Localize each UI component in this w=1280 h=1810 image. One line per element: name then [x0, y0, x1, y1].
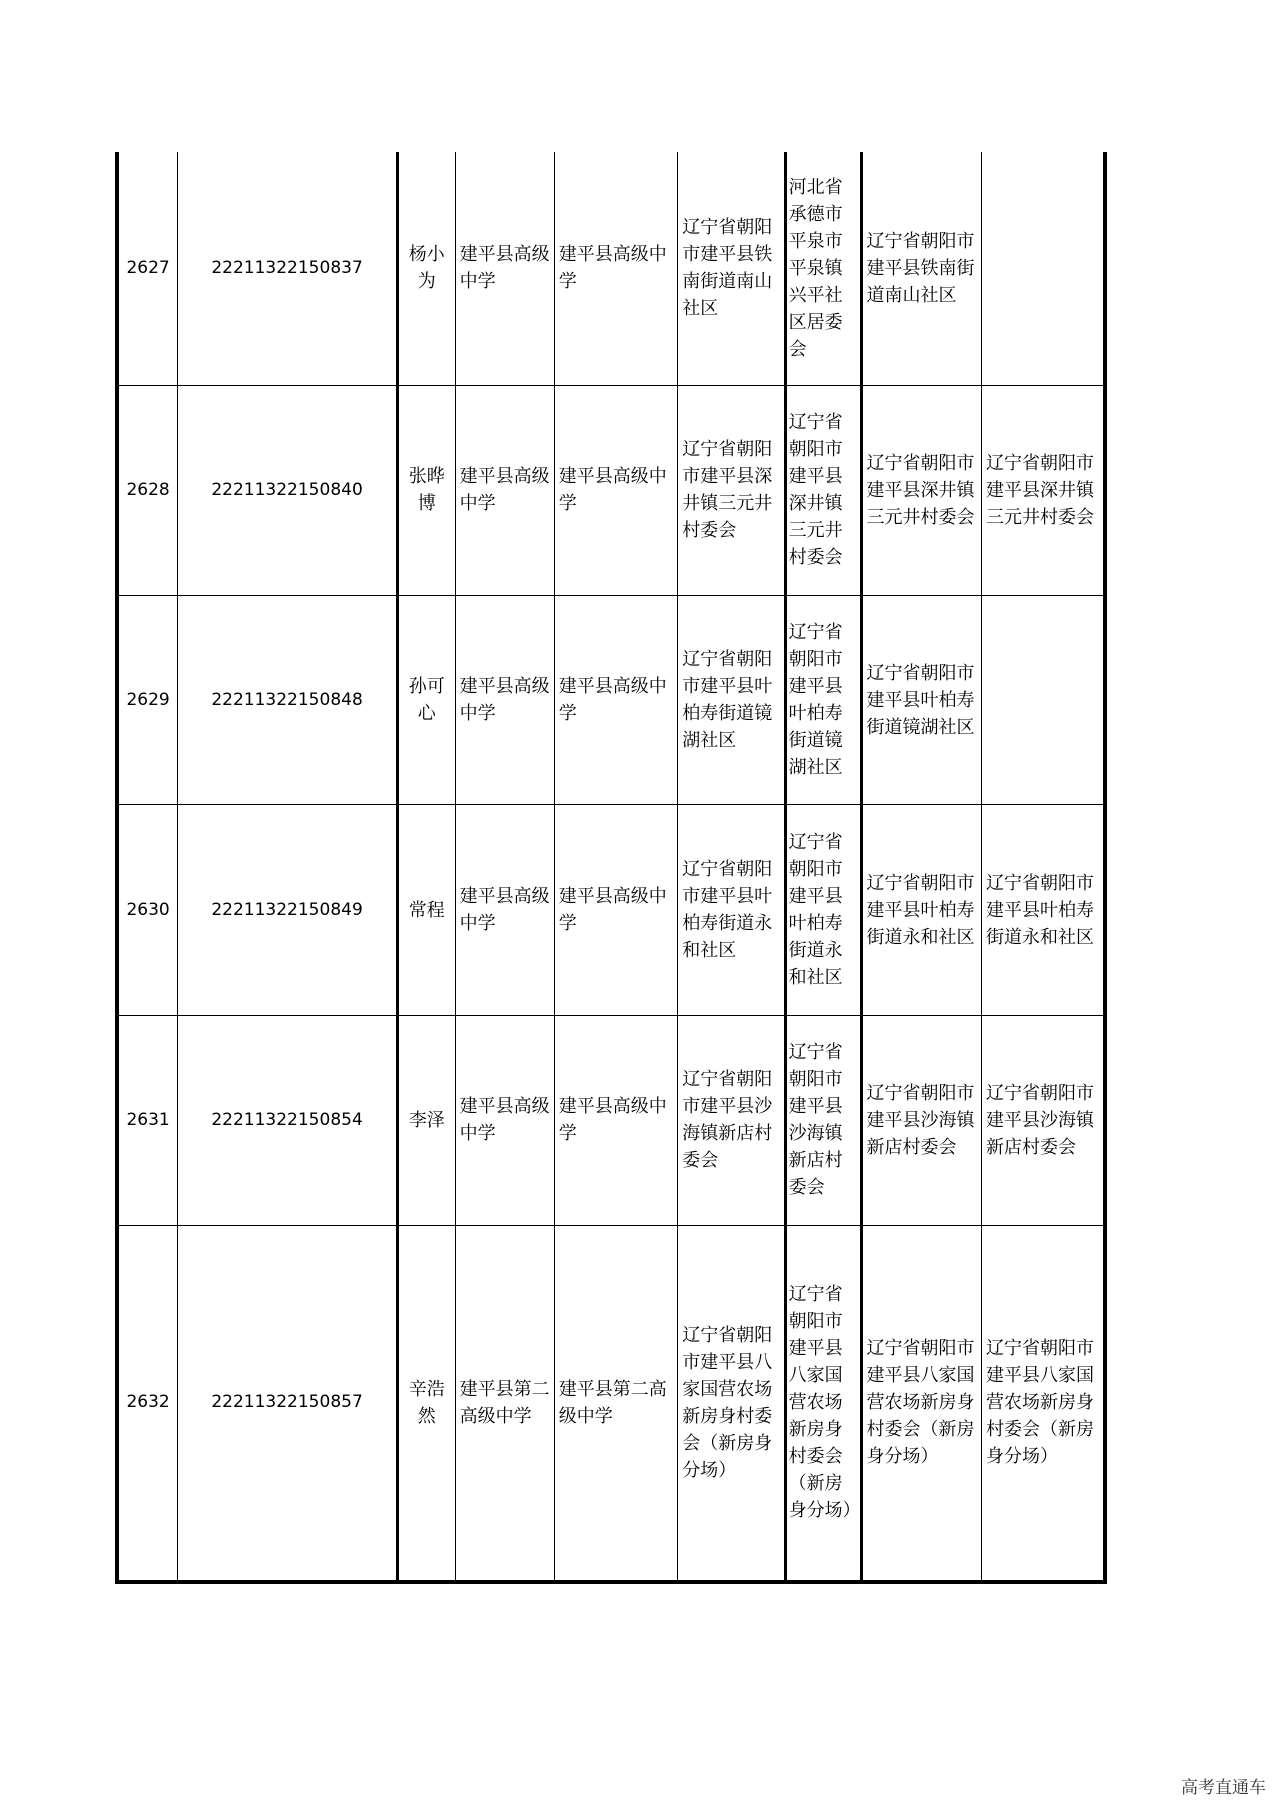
guardian-residence-cell: 辽宁省朝阳市建平县沙海镇新店村委会 [981, 1015, 1105, 1225]
guardian-residence-cell: 辽宁省朝阳市建平县叶柏寿街道永和社区 [981, 805, 1105, 1015]
row-seq-cell: 2631 [117, 1015, 178, 1225]
row-seq-cell: 2632 [117, 1225, 178, 1582]
household-register-cell: 辽宁省朝阳市建平县八家国营农场新房身村委会（新房身分场） [678, 1225, 785, 1582]
school-cell: 建平县高级中学 [455, 596, 554, 805]
watermark-text: 高考直通车 [1181, 1778, 1266, 1798]
school-cell: 建平县高级中学 [455, 152, 554, 385]
row-seq-cell: 2627 [117, 152, 178, 385]
household-register-cell: 辽宁省朝阳市建平县沙海镇新店村委会 [678, 1015, 785, 1225]
household-origin-cell: 辽宁省朝阳市建平县八家国营农场新房身村委会（新房身分场） [785, 1225, 861, 1582]
student-name-cell: 孙可心 [397, 596, 455, 805]
household-origin-cell: 辽宁省朝阳市建平县沙海镇新店村委会 [785, 1015, 861, 1225]
student-name-cell: 李泽 [397, 1015, 455, 1225]
school-cell: 建平县高级中学 [455, 805, 554, 1015]
row-seq-cell: 2629 [117, 596, 178, 805]
exam-id-cell: 22211322150857 [178, 1225, 398, 1582]
school-cell: 建平县第二高级中学 [455, 1225, 554, 1582]
exam-id-cell: 22211322150849 [178, 805, 398, 1015]
guardian-residence-cell: 辽宁省朝阳市建平县深井镇三元井村委会 [981, 385, 1105, 595]
household-register-cell: 辽宁省朝阳市建平县叶柏寿街道永和社区 [678, 805, 785, 1015]
residence-cell: 辽宁省朝阳市建平县深井镇三元井村委会 [861, 385, 981, 595]
student-name-cell: 常程 [397, 805, 455, 1015]
guardian-residence-cell: 辽宁省朝阳市建平县八家国营农场新房身村委会（新房身分场） [981, 1225, 1105, 1582]
school-cell: 建平县高级中学 [455, 385, 554, 595]
graduating-school-cell: 建平县高级中学 [554, 805, 678, 1015]
table-row [117, 1225, 1105, 1582]
table-row [117, 1015, 1105, 1225]
guardian-residence-cell [981, 152, 1105, 385]
exam-id-cell: 22211322150848 [178, 596, 398, 805]
student-name-cell: 张晔博 [397, 385, 455, 595]
residence-cell: 辽宁省朝阳市建平县八家国营农场新房身村委会（新房身分场） [861, 1225, 981, 1582]
exam-id-cell: 22211322150840 [178, 385, 398, 595]
student-name-cell: 辛浩然 [397, 1225, 455, 1582]
residence-cell: 辽宁省朝阳市建平县叶柏寿街道镜湖社区 [861, 596, 981, 805]
household-register-cell: 辽宁省朝阳市建平县铁南街道南山社区 [678, 152, 785, 385]
residence-cell: 辽宁省朝阳市建平县叶柏寿街道永和社区 [861, 805, 981, 1015]
exam-id-cell: 22211322150854 [178, 1015, 398, 1225]
residence-cell: 辽宁省朝阳市建平县铁南街道南山社区 [861, 152, 981, 385]
household-origin-cell: 辽宁省朝阳市建平县叶柏寿街道永和社区 [785, 805, 861, 1015]
exam-id-cell: 22211322150837 [178, 152, 398, 385]
table-row [117, 152, 1105, 385]
graduating-school-cell: 建平县高级中学 [554, 385, 678, 595]
row-seq-cell: 2630 [117, 805, 178, 1015]
row-seq-cell: 2628 [117, 385, 178, 595]
table-body [117, 152, 1105, 1582]
table-row [117, 596, 1105, 805]
household-origin-cell: 辽宁省朝阳市建平县叶柏寿街道镜湖社区 [785, 596, 861, 805]
graduating-school-cell: 建平县第二高级中学 [554, 1225, 678, 1582]
guardian-residence-cell [981, 596, 1105, 805]
graduating-school-cell: 建平县高级中学 [554, 1015, 678, 1225]
household-origin-cell: 辽宁省朝阳市建平县深井镇三元井村委会 [785, 385, 861, 595]
residence-cell: 辽宁省朝阳市建平县沙海镇新店村委会 [861, 1015, 981, 1225]
table-row [117, 805, 1105, 1015]
table-row [117, 385, 1105, 595]
graduating-school-cell: 建平县高级中学 [554, 152, 678, 385]
graduating-school-cell: 建平县高级中学 [554, 596, 678, 805]
household-register-cell: 辽宁省朝阳市建平县叶柏寿街道镜湖社区 [678, 596, 785, 805]
school-cell: 建平县高级中学 [455, 1015, 554, 1225]
household-origin-cell: 河北省承德市平泉市平泉镇兴平社区居委会 [785, 152, 861, 385]
student-name-cell: 杨小为 [397, 152, 455, 385]
student-table [115, 152, 1107, 1584]
household-register-cell: 辽宁省朝阳市建平县深井镇三元井村委会 [678, 385, 785, 595]
